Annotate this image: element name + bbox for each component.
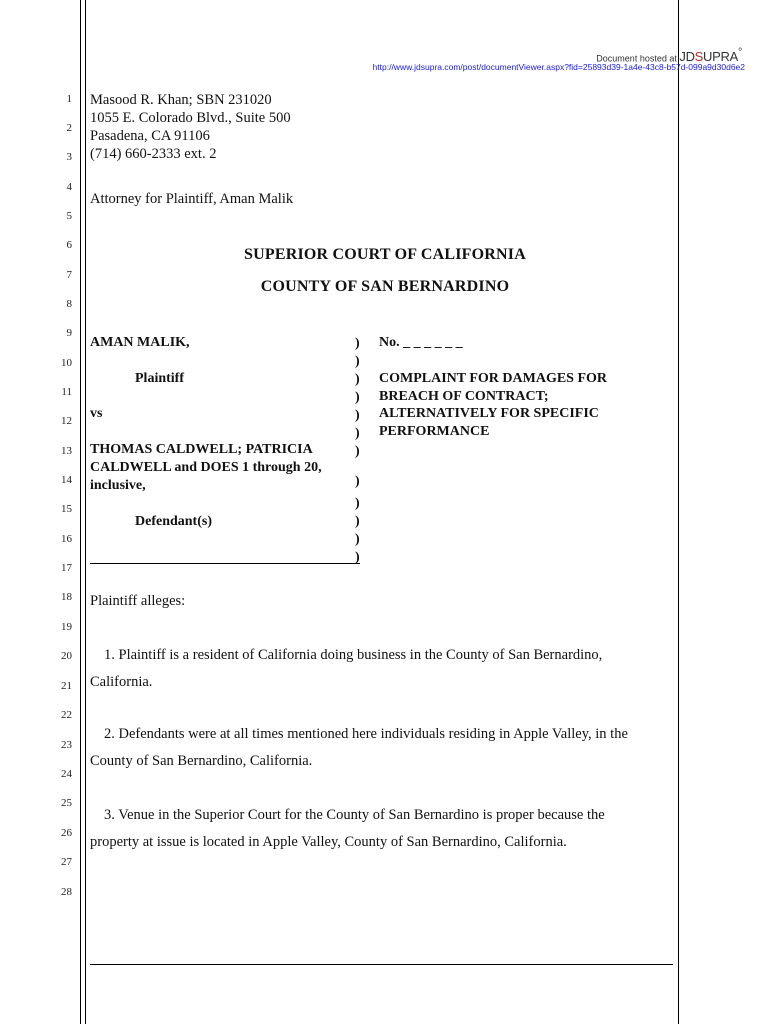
line-number: 22 — [61, 709, 72, 721]
paren: ) — [355, 372, 360, 387]
hosted-prefix: Document hosted at — [596, 53, 677, 64]
attorney-role: Attorney for Plaintiff, Aman Malik — [90, 191, 294, 207]
line-number: 15 — [61, 503, 72, 515]
paragraph-2-line-2: County of San Bernardino, California. — [90, 753, 313, 769]
line-number: 25 — [61, 797, 72, 809]
left-margin-line-inner — [85, 0, 86, 1024]
line-number: 10 — [61, 357, 72, 369]
line-number: 5 — [66, 210, 72, 222]
plaintiff-label: Plaintiff — [135, 371, 184, 386]
line-number: 4 — [66, 181, 72, 193]
line-number: 3 — [66, 151, 72, 163]
paren: ) — [355, 408, 360, 423]
line-number: 23 — [61, 739, 72, 751]
paren: ) — [355, 532, 360, 547]
paren: ) — [355, 336, 360, 351]
defendants-line-3: inclusive, — [90, 478, 146, 493]
defendants-line-1: THOMAS CALDWELL; PATRICIA — [90, 442, 313, 457]
plaintiff-name: AMAN MALIK, — [90, 335, 190, 350]
line-number: 7 — [66, 269, 72, 281]
paragraph-3-line-2: property at issue is located in Apple Valley, County of San Bernardino, California. — [90, 834, 567, 850]
court-name: SUPERIOR COURT OF CALIFORNIA — [244, 246, 526, 263]
attorney-name: Masood R. Khan; SBN 231020 — [90, 92, 272, 108]
line-number: 27 — [61, 856, 72, 868]
line-number: 28 — [61, 886, 72, 898]
attorney-address2: Pasadena, CA 91106 — [90, 128, 210, 144]
line-number: 21 — [61, 680, 72, 692]
case-number: No. _ _ _ _ _ _ — [379, 335, 463, 350]
paragraph-3-line-1: 3. Venue in the Superior Court for the County of San Bernardino is proper because the — [104, 807, 605, 823]
line-number: 1 — [66, 93, 72, 105]
paragraph-1-line-2: California. — [90, 674, 153, 690]
footer-rule — [90, 964, 673, 965]
line-number: 8 — [66, 298, 72, 310]
versus-label: vs — [90, 406, 103, 421]
line-number: 16 — [61, 533, 72, 545]
left-margin-line-outer — [80, 0, 81, 1024]
paren: ) — [355, 514, 360, 529]
document-url-link[interactable]: http://www.jdsupra.com/post/documentViewer.aspx?fid=25893d39-1a4e-43c8-b57d-099a9d30d6e2 — [372, 62, 745, 72]
paren: ) — [355, 354, 360, 369]
line-number: 24 — [61, 768, 72, 780]
line-number: 20 — [61, 650, 72, 662]
paragraph-1-line-1: 1. Plaintiff is a resident of California doing business in the County of San Bernardino, — [104, 647, 603, 663]
line-number: 14 — [61, 474, 72, 486]
paragraph-2-line-1: 2. Defendants were at all times mentioned here individuals residing in Apple Valley, in the — [104, 726, 628, 742]
line-number: 17 — [61, 562, 72, 574]
line-number: 11 — [61, 386, 72, 398]
line-number: 12 — [61, 415, 72, 427]
case-title-1: COMPLAINT FOR DAMAGES FOR — [379, 371, 608, 386]
paren: ) — [355, 390, 360, 405]
case-title-2: BREACH OF CONTRACT; — [379, 389, 549, 404]
defendant-label: Defendant(s) — [135, 514, 212, 529]
right-margin-line — [678, 0, 679, 1024]
paren: ) — [355, 426, 360, 441]
court-county: COUNTY OF SAN BERNARDINO — [260, 278, 510, 295]
paren: ) — [355, 550, 360, 565]
line-number: 18 — [61, 591, 72, 603]
paren: ) — [355, 496, 360, 511]
line-number: 19 — [61, 621, 72, 633]
paren: ) — [355, 474, 360, 489]
line-number: 13 — [61, 445, 72, 457]
jdsupra-logo: JDSUPRA° — [679, 47, 742, 65]
allegations-intro: Plaintiff alleges: — [90, 593, 186, 609]
paren: ) — [355, 444, 360, 459]
case-title-4: PERFORMANCE — [379, 424, 490, 439]
line-number: 2 — [66, 122, 72, 134]
defendants-line-2: CALDWELL and DOES 1 through 20, — [90, 460, 322, 475]
case-title-3: ALTERNATIVELY FOR SPECIFIC — [379, 406, 599, 421]
line-number: 6 — [66, 239, 72, 251]
line-number: 9 — [66, 327, 72, 339]
attorney-phone: (714) 660-2333 ext. 2 — [90, 146, 217, 162]
attorney-address1: 1055 E. Colorado Blvd., Suite 500 — [90, 110, 291, 126]
caption-underline — [90, 563, 360, 564]
line-number: 26 — [61, 827, 72, 839]
